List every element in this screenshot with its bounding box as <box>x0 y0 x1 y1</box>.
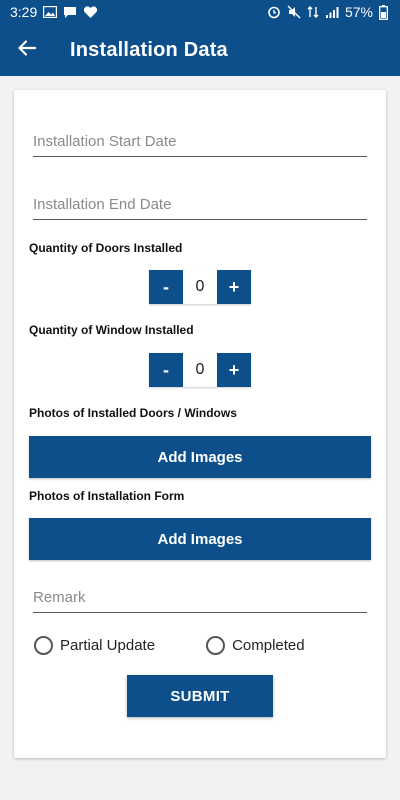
end-date-field[interactable] <box>33 190 367 220</box>
submit-button[interactable]: SUBMIT <box>127 675 273 717</box>
heart-icon <box>83 6 98 19</box>
doors-quantity-stepper <box>149 270 251 304</box>
doors-increment-button[interactable]: + <box>217 270 251 304</box>
battery-percent: 57% <box>344 4 373 20</box>
signal-icon <box>325 6 339 19</box>
end-date-input[interactable] <box>33 190 367 219</box>
completed-label: Completed <box>232 637 305 654</box>
status-radio-group <box>34 636 305 655</box>
doors-quantity-label: Quantity of Doors Installed <box>29 241 183 255</box>
page-title: Installation Data <box>70 38 228 61</box>
windows-increment-button[interactable]: + <box>217 353 251 387</box>
completed-radio[interactable] <box>206 636 305 655</box>
message-icon <box>63 6 77 19</box>
status-bar <box>0 0 400 24</box>
photos-form-label: Photos of Installation Form <box>29 489 185 503</box>
windows-quantity-label: Quantity of Window Installed <box>29 323 194 337</box>
start-date-input[interactable] <box>33 127 367 156</box>
alarm-icon <box>267 5 281 19</box>
windows-quantity-value: 0 <box>183 353 217 387</box>
data-icon <box>307 5 319 19</box>
doors-decrement-button[interactable]: - <box>149 270 183 304</box>
radio-circle-icon[interactable] <box>34 636 53 655</box>
form-card <box>14 90 386 758</box>
remark-field[interactable] <box>33 583 367 613</box>
add-images-doors-button[interactable]: Add Images <box>29 436 371 478</box>
photos-doors-label: Photos of Installed Doors / Windows <box>29 406 237 420</box>
windows-quantity-stepper <box>149 353 251 387</box>
back-button[interactable] <box>0 24 54 76</box>
start-date-field[interactable] <box>33 127 367 157</box>
app-bar <box>0 24 400 76</box>
partial-update-radio[interactable] <box>34 636 155 655</box>
partial-update-label: Partial Update <box>60 637 156 654</box>
radio-circle-icon[interactable] <box>206 636 225 655</box>
add-images-form-button[interactable]: Add Images <box>29 518 371 560</box>
windows-decrement-button[interactable]: - <box>149 353 183 387</box>
battery-icon <box>379 5 388 20</box>
remark-input[interactable] <box>33 583 367 612</box>
doors-quantity-value: 0 <box>183 270 217 304</box>
mute-icon <box>287 5 301 19</box>
image-icon <box>43 6 57 18</box>
arrow-back-icon <box>18 40 36 61</box>
status-time: 3:29 <box>10 4 38 20</box>
